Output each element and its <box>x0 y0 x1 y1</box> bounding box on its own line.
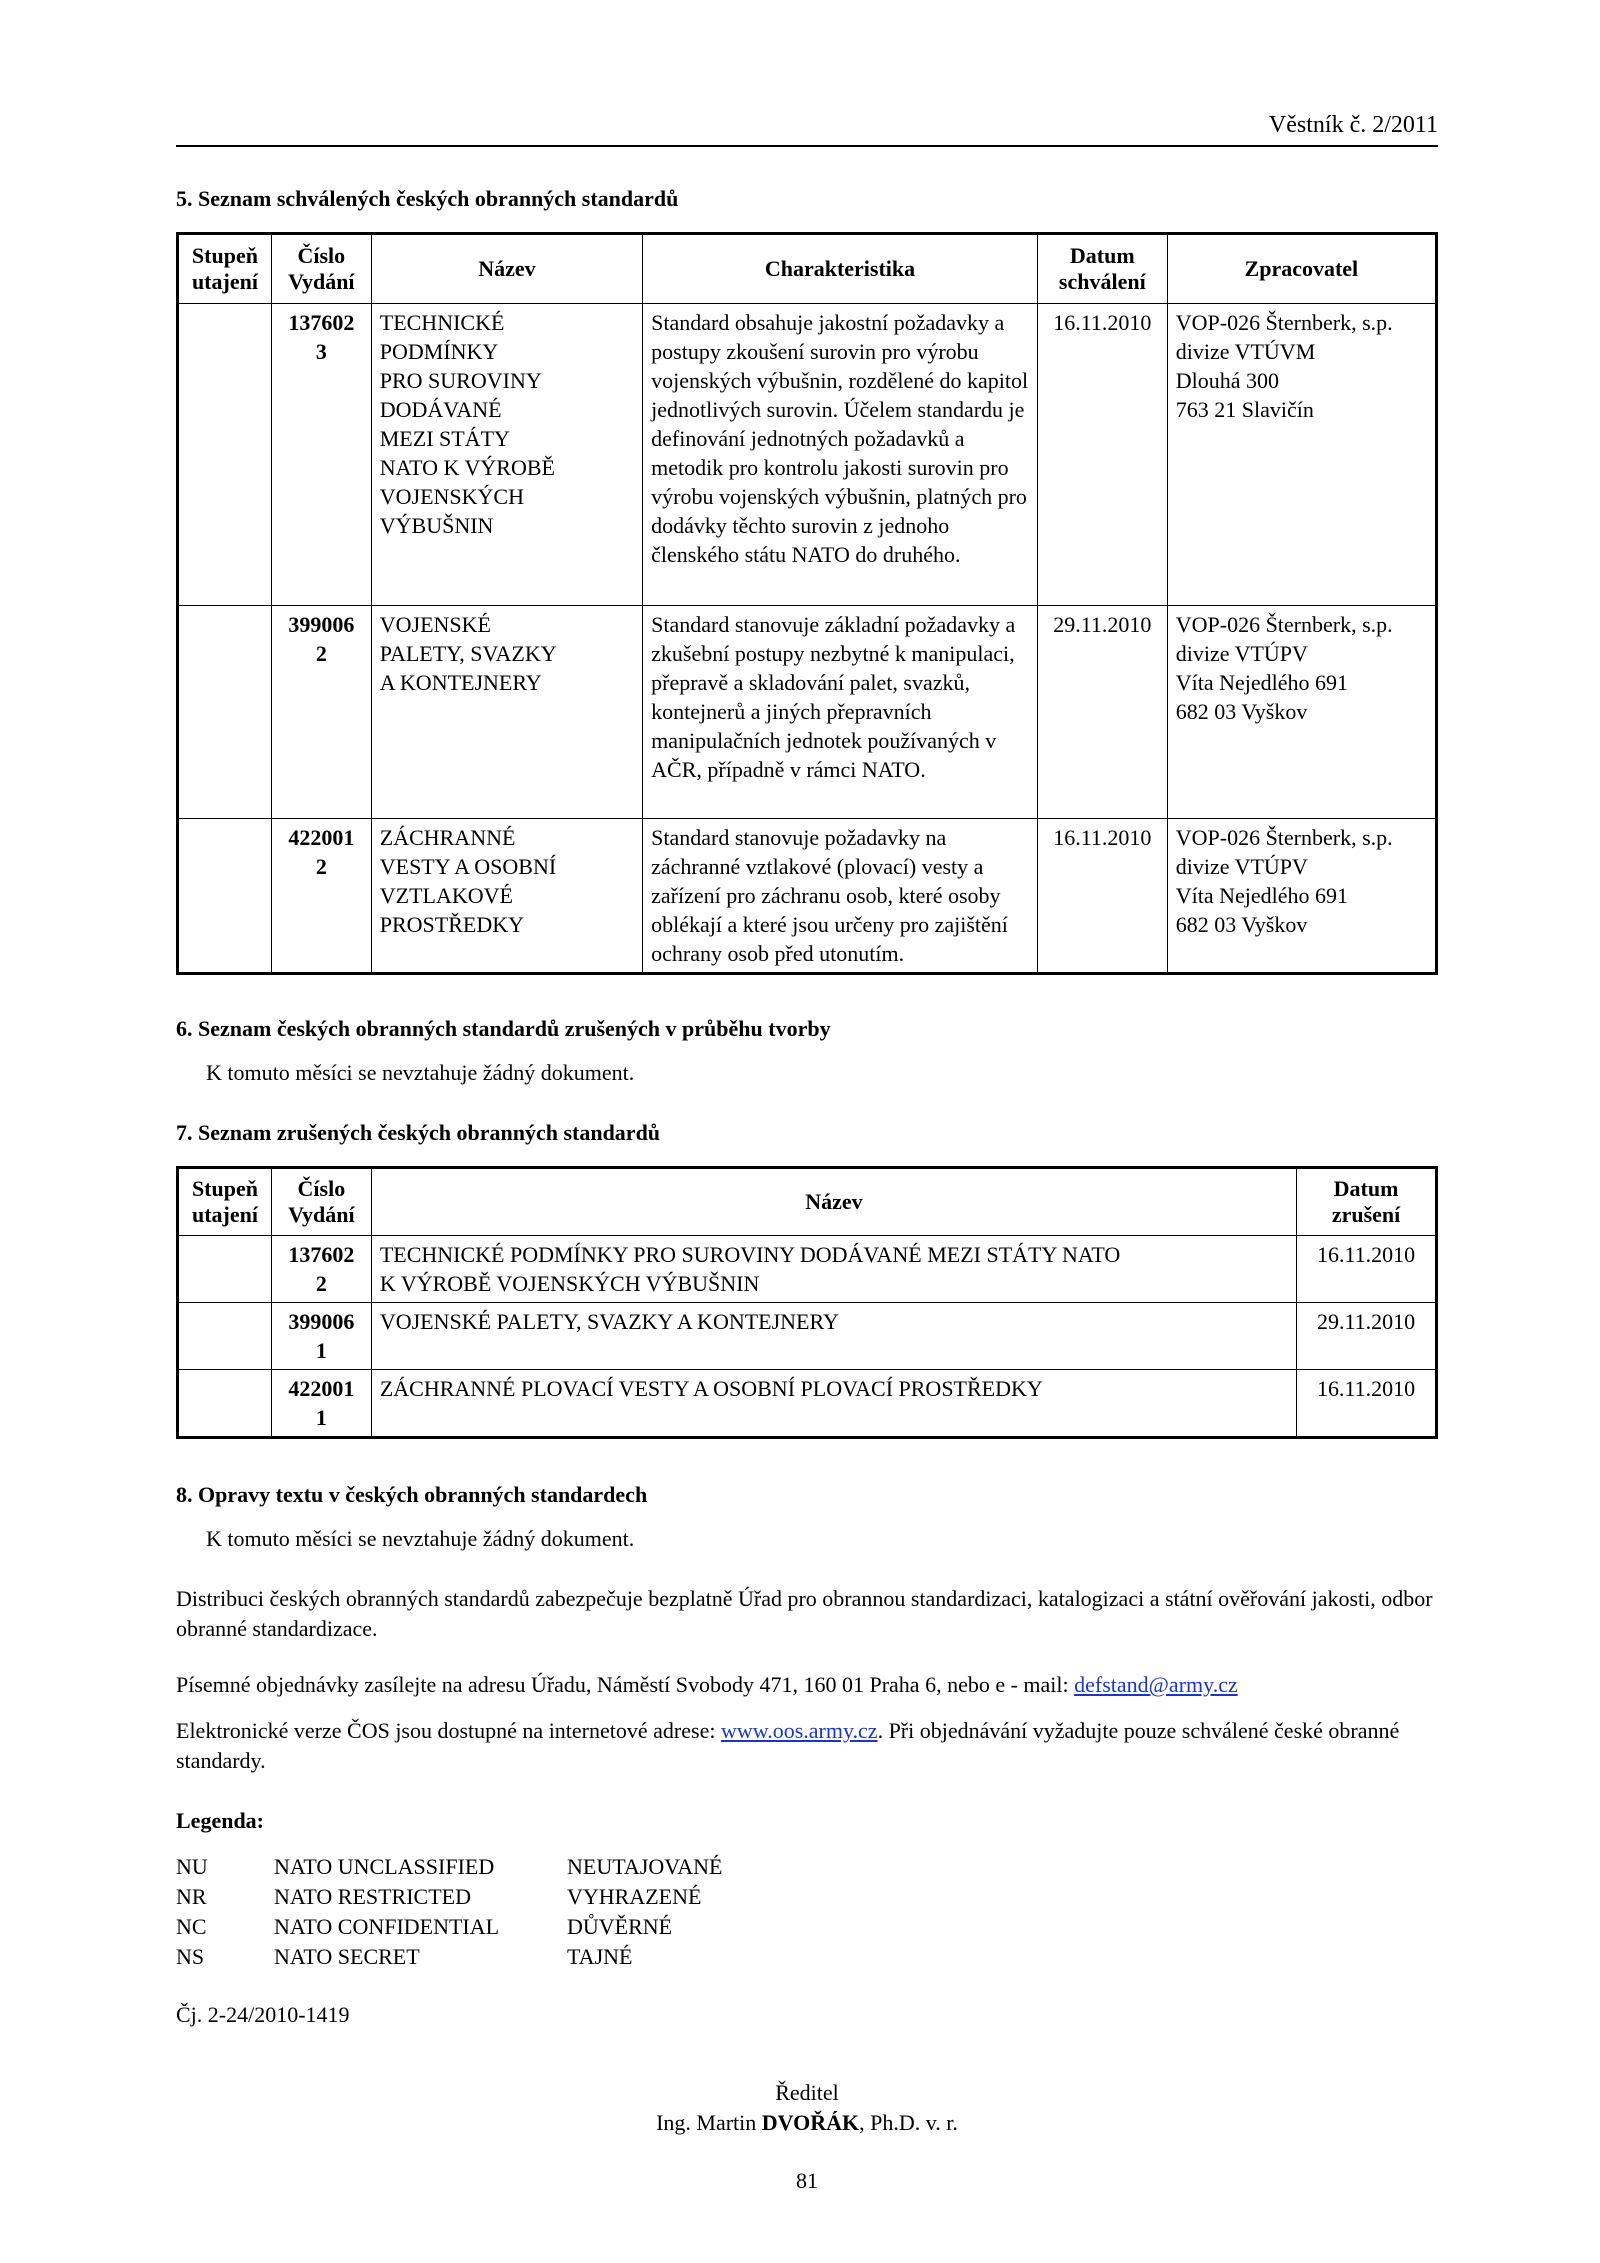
cell-charakteristika: Standard obsahuje jakostní požadavky a postupy zkoušení surovin pro výrobu vojenských výbušnin, rozdělené do kapitol jednotlivých surovin. Účelem standardu je definování jednotných požadavků a metodik pro kontrolu jakosti surovin pro výrobu vojenských výbušnin, platných pro dodávky těchto surovin z jednoho členského státu NATO do druhého. <box>643 304 1038 606</box>
col-header-charakteristika: Charakteristika <box>643 234 1038 304</box>
legend-cz: TAJNÉ <box>567 1944 633 1969</box>
cell-zpracovatel: VOP-026 Šternberk, s.p. divize VTÚPV Víta Nejedlého 691 682 03 Vyškov <box>1167 819 1436 974</box>
legend-code: NR <box>176 1884 207 1909</box>
cell-charakteristika: Standard stanovuje požadavky na záchranné vztlakové (plovací) vesty a zařízení pro záchranu osob, které osoby oblékají a které jsou určeny pro zajištění ochrany osob před utonutím. <box>643 819 1038 974</box>
legend-cz: VYHRAZENÉ <box>567 1884 702 1909</box>
cell-datum: 16.11.2010 <box>1037 819 1167 974</box>
electronic-text-rest: . Při objednávání vyžadujte pouze schválené české obranné standardy. <box>176 1718 1400 1773</box>
cell-nazev: VOJENSKÉ PALETY, SVAZKY A KONTEJNERY <box>371 606 642 819</box>
cell-stupen <box>178 1370 272 1438</box>
legend-en: NATO SECRET <box>274 1944 420 1969</box>
section-8-title: 8. Opravy textu v českých obranných standardech <box>176 1482 648 1507</box>
legend-code: NU <box>176 1854 208 1879</box>
cell-cislo: 399006 1 <box>271 1303 371 1370</box>
cell-nazev: TECHNICKÉ PODMÍNKY PRO SUROVINY DODÁVANÉ MEZI STÁTY NATO K VÝROBĚ VOJENSKÝCH VÝBUŠNIN <box>371 1236 1296 1303</box>
section-6-title: 6. Seznam českých obranných standardů zrušených v průběhu tvorby <box>176 1016 831 1041</box>
cell-cislo: 422001 2 <box>271 819 371 974</box>
col-header-datum: Datum schválení <box>1037 234 1167 304</box>
signature-surname: DVOŘÁK <box>761 2110 860 2135</box>
cell-datum: 16.11.2010 <box>1297 1236 1437 1303</box>
table-row <box>178 819 1437 974</box>
legend-row <box>176 1852 723 1882</box>
table-row <box>178 1370 1437 1438</box>
signature-name <box>176 2108 1438 2138</box>
cell-nazev: ZÁCHRANNÉ VESTY A OSOBNÍ VZTLAKOVÉ PROSTŘEDKY <box>371 819 642 974</box>
legend-en: NATO CONFIDENTIAL <box>274 1914 500 1939</box>
col-header-cislo: Číslo Vydání <box>271 1168 371 1236</box>
legend-list <box>176 1852 723 1972</box>
cell-datum: 29.11.2010 <box>1297 1303 1437 1370</box>
legend-row <box>176 1942 723 1972</box>
table-row <box>178 606 1437 819</box>
cell-datum: 16.11.2010 <box>1037 304 1167 606</box>
col-header-nazev: Název <box>371 1168 1296 1236</box>
cell-datum: 16.11.2010 <box>1297 1370 1437 1438</box>
col-header-zpracovatel: Zpracovatel <box>1167 234 1436 304</box>
approved-standards-table <box>176 232 1438 975</box>
cell-cislo: 399006 2 <box>271 606 371 819</box>
cell-cislo: 137602 3 <box>271 304 371 606</box>
legend-row <box>176 1912 723 1942</box>
cell-nazev: VOJENSKÉ PALETY, SVAZKY A KONTEJNERY <box>371 1303 1296 1370</box>
col-header-cislo: Číslo Vydání <box>271 234 371 304</box>
electronic-text: Elektronické verze ČOS jsou dostupné na internetové adrese: <box>176 1718 721 1743</box>
cell-stupen <box>178 606 272 819</box>
journal-header: Věstník č. 2/2011 <box>176 112 1438 147</box>
legend-code: NS <box>176 1944 205 1969</box>
signature-prefix: Ing. Martin <box>656 2110 762 2135</box>
website-link[interactable]: www.oos.army.cz <box>720 1718 878 1743</box>
cell-stupen <box>178 1303 272 1370</box>
legend-cz: DŮVĚRNÉ <box>567 1914 673 1939</box>
cell-zpracovatel: VOP-026 Šternberk, s.p. divize VTÚPV Víta Nejedlého 691 682 03 Vyškov <box>1167 606 1436 819</box>
cell-nazev: ZÁCHRANNÉ PLOVACÍ VESTY A OSOBNÍ PLOVACÍ PROSTŘEDKY <box>371 1370 1296 1438</box>
section-8-text: K tomuto měsíci se nevztahuje žádný dokument. <box>206 1526 635 1551</box>
legend-en: NATO RESTRICTED <box>274 1884 471 1909</box>
page-number: 81 <box>796 2168 818 2193</box>
section-5-title: 5. Seznam schválených českých obranných standardů <box>176 186 679 211</box>
distribution-paragraph: Distribuci českých obranných standardů zabezpečuje bezplatně Úřad pro obrannou standardizaci, katalogizaci a státní ověřování jakosti, odbor obranné standardizace. <box>176 1586 1433 1641</box>
legend-cz: NEUTAJOVANÉ <box>567 1854 723 1879</box>
signature-role: Ředitel <box>775 2080 839 2105</box>
legend-row <box>176 1882 723 1912</box>
section-6-text: K tomuto měsíci se nevztahuje žádný dokument. <box>206 1060 635 1085</box>
col-header-nazev: Název <box>371 234 642 304</box>
signature-suffix: , Ph.D. v. r. <box>859 2110 958 2135</box>
cell-stupen <box>178 819 272 974</box>
email-link[interactable]: defstand@army.cz <box>1074 1672 1238 1697</box>
cancelled-standards-table <box>176 1166 1438 1439</box>
reference-number: Čj. 2-24/2010-1419 <box>176 2002 350 2027</box>
order-text: Písemné objednávky zasílejte na adresu Úřadu, Náměstí Svobody 471, 160 01 Praha 6, nebo e - mail: <box>176 1672 1075 1697</box>
cell-stupen <box>178 1236 272 1303</box>
col-header-stupen: Stupeň utajení <box>178 234 272 304</box>
col-header-stupen: Stupeň utajení <box>178 1168 272 1236</box>
col-header-datum: Datum zrušení <box>1297 1168 1437 1236</box>
table-row <box>178 304 1437 606</box>
cell-datum: 29.11.2010 <box>1037 606 1167 819</box>
order-paragraph <box>176 1670 1438 1700</box>
cell-nazev: TECHNICKÉ PODMÍNKY PRO SUROVINY DODÁVANÉ MEZI STÁTY NATO K VÝROBĚ VOJENSKÝCH VÝBUŠNIN <box>371 304 642 606</box>
electronic-paragraph <box>176 1716 1438 1776</box>
cell-cislo: 137602 2 <box>271 1236 371 1303</box>
cell-stupen <box>178 304 272 606</box>
cell-cislo: 422001 1 <box>271 1370 371 1438</box>
table-row <box>178 1303 1437 1370</box>
legend-title: Legenda: <box>176 1808 264 1833</box>
table-row <box>178 1236 1437 1303</box>
legend-en: NATO UNCLASSIFIED <box>274 1854 495 1879</box>
cell-zpracovatel: VOP-026 Šternberk, s.p. divize VTÚVM Dlouhá 300 763 21 Slavičín <box>1167 304 1436 606</box>
section-7-title: 7. Seznam zrušených českých obranných standardů <box>176 1120 661 1145</box>
cell-charakteristika: Standard stanovuje základní požadavky a zkušební postupy nezbytné k manipulaci, přepravě a skladování palet, svazků, kontejnerů a jiných přepravních manipulačních jednotek používaných v AČR, případně v rámci NATO. <box>643 606 1038 819</box>
legend-code: NC <box>176 1914 207 1939</box>
